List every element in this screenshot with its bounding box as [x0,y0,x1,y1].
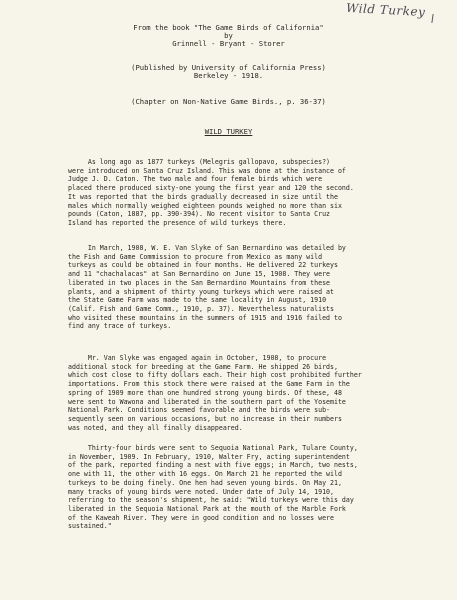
paragraph-santa-cruz: As long ago as 1877 turkeys (Melegris gallopavo, subspecies?) were introduced on Santa Cruz Island. This was done at the instance of Judge J. D. Caton. The two male and four female birds which were placed there produced sixty-one young the first year and 120 the second. It was reported that the birds gradually decreased in size until the males which normally weighed eighteen pounds weighed no more than six pounds (Caton, 1887, pp. 390-394). No recent visitor to Santa Cruz Island has reported the presence of wild turkeys there. [68,158,354,227]
pencil-mark [431,14,433,23]
chapter-reference: (Chapter on Non-Native Game Birds., p. 36-37) [131,97,326,106]
section-heading: WILD TURKEY [204,127,253,136]
publication-info: (Published by University of California Press) Berkeley - 1918. [131,63,326,81]
source-citation: From the book "The Game Birds of California" by Grinnell - Bryant - Storer [133,23,324,49]
paragraph-yosemite: Mr. Van Slyke was engaged again in October, 1908, to procure additional stock for breeding at the Game Farm. He shipped 26 birds, which cost close to fifty dollars each. Their high cost prohibited further importations. From this stock there were raised at the Game Farm in the spring of 1909 more than one hundred strong young birds. Of these, 48 were sent to Wawona and liberated in the southern part of the Yosemite National Park. Conditions seemed favorable and the birds were sub- sequently seen on various occasions, but no increase in their numbers was noted, and they all finally disappeared. [68,354,362,432]
handwritten-annotation: Wild Turkey [345,0,426,20]
paragraph-sequoia: Thirty-four birds were sent to Sequoia National Park, Tulare County, in November, 1909. In February, 1910, Walter Fry, acting superintendent of the park, reported finding a nest with five eggs; in March, two nests, one with 11, the other with 16 eggs. On March 21 he reported the wild turkeys to be doing finely. One hen had seven young birds. On May 21, many tracks of young birds were noted. Under date of July 14, 1910, referring to the season's shipment, he said: "Wild turkeys were this day liberated in the Sequoia National Park at the mouth of the Marble Fork of the Kaweah River. They were in good condition and no losses were sustained." [68,444,358,531]
paragraph-san-bernardino: In March, 1908, W. E. Van Slyke of San Bernardino was detailed by the Fish and Game Commission to procure from Mexico as many wild turkeys as could be obtained in four months. He delivered 22 turkeys and 11 "chachalacas" at San Bernardino on June 15, 1908. They were liberated in two places in the San Bernardino Mountains from these plants, and a shipment of thirty young turkeys which were raised at the State Game Farm was made to the same locality in August, 1910 (Calif. Fish and Game Comm., 1910, p. 37). Nevertheless naturalists who visited these mountains in the summers of 1915 and 1916 failed to find any trace of turkeys. [68,244,346,331]
